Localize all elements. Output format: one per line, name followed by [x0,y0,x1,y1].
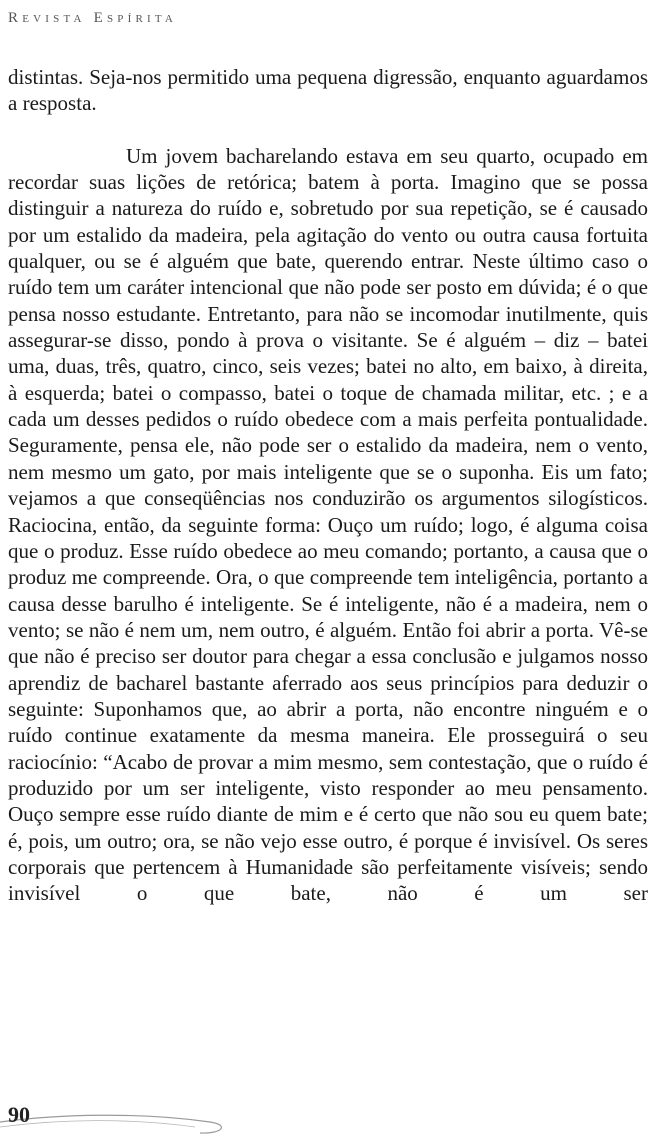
page-number: 90 [8,1102,30,1127]
paragraph-main: Um jovem bacharelando estava em seu quarto, ocupado em recordar suas lições de retórica; batem à porta. Imagino que se possa distinguir a natureza do ruído e, sobretudo por sua repetição, se é causado por um estalido da madeira, pela agitação do vento ou outra causa fortuita qualquer, ou se é alguém que bate, querendo entrar. Neste último caso o ruído tem um caráter intencional que não pode ser posto em dúvida; é o que pensa nosso estudante. Entretanto, para não se incomodar inutilmente, quis assegurar-se disso, pondo à prova o visitante. Se é alguém – diz – batei uma, duas, três, quatro, cinco, seis vezes; batei no alto, em baixo, à direita, à esquerda; batei o compasso, batei o toque de chamada militar, etc. ; e a cada um desses pedidos o ruído obedece com a mais perfeita pontualidade. Seguramente, pensa ele, não pode ser o estalido da madeira, nem o vento, nem mesmo um gato, por mais inteligente que se o suponha. Eis um fato; vejamos a que conseqüências nos conduzirão os argumentos silogísticos. Raciocina, então, da seguinte forma: Ouço um ruído; logo, é alguma coisa que o produz. Esse ruído obedece ao meu comando; portanto, a causa que o produz me compreende. Ora, o que compreende tem inteligência, portanto a causa desse barulho é inteligente. Se é inteligente, não é a madeira, nem o vento; se não é nem um, nem outro, é alguém. Então foi abrir a porta. Vê-se que não é preciso ser doutor para chegar a essa conclusão e julgamos nosso aprendiz de bacharel bastante aferrado aos seus princípios para deduzir o seguinte: Suponhamos que, ao abrir a porta, não encontre ninguém e o ruído continue exatamente da mesma maneira. Ele prosseguirá o seu raciocínio: “Acabo de provar a mim mesmo, sem contestação, que o ruído é produzido por um ser inteligente, visto responder ao meu pensamento. Ouço sempre esse ruído diante de mim e é certo que não sou eu quem bate; é, pois, um outro; ora, se não vejo esse outro, é porque é invisível. Os seres corporais que pertencem à Humanidade são perfeitamente visíveis; sendo invisível o que bate, não é um ser [8,143,648,906]
page-body [8,64,648,907]
footer-ornament-icon [0,1100,260,1140]
running-header: Revista Espírita [8,10,178,26]
paragraph-continuation: distintas. Seja-nos permitido uma pequena digressão, enquanto aguardamos a resposta. [8,65,648,116]
paragraph-spacer [8,117,648,143]
